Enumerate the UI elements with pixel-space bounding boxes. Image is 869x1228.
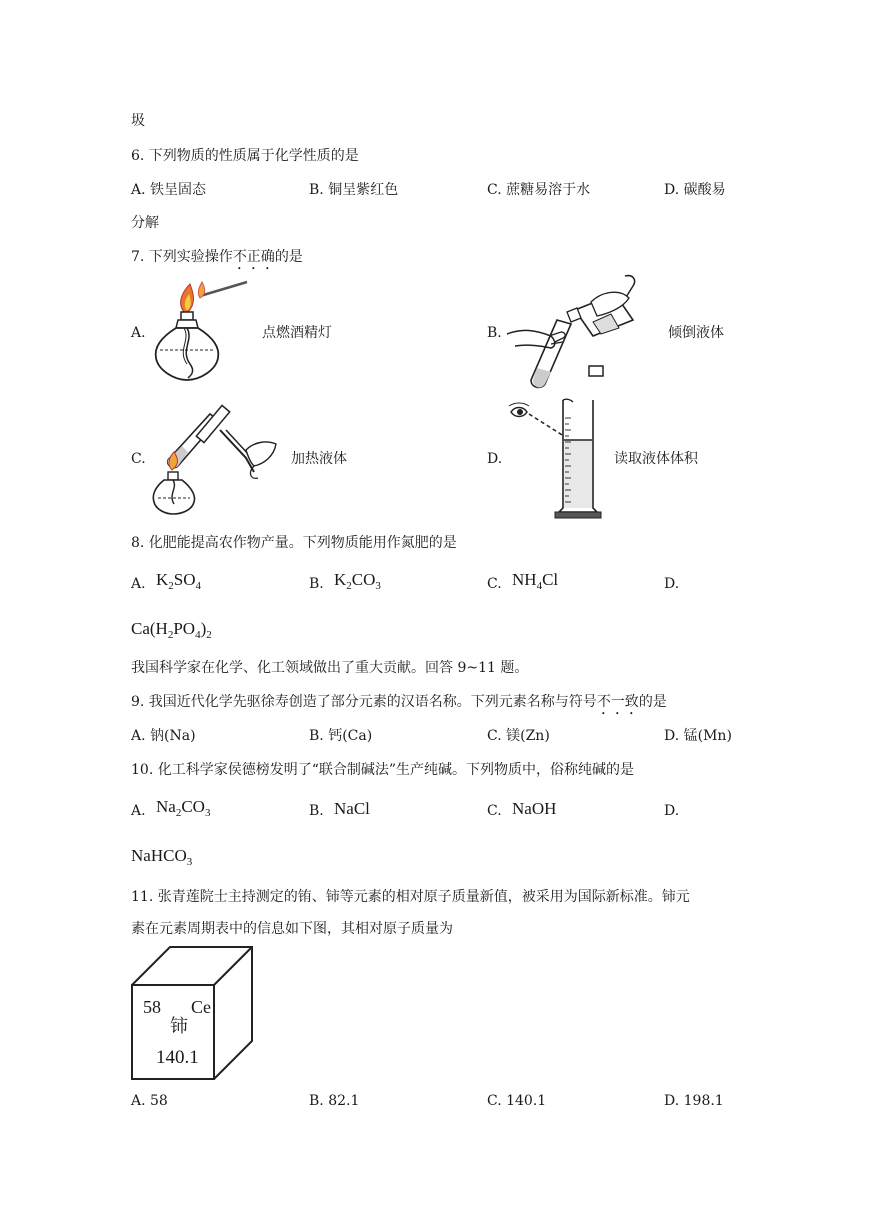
- alcohol-lamp-lighting-icon: [150, 280, 250, 385]
- q11-option-b: B. 82.1: [309, 1093, 360, 1109]
- question-7: [131, 249, 303, 273]
- q10-option-a-label: A.: [131, 803, 146, 819]
- q8-option-d-formula: $Ca(H_2PO_4)_2$: [131, 619, 212, 641]
- q8-option-d-label: D.: [664, 576, 680, 592]
- q9-text-post: 的是: [638, 694, 667, 710]
- q7-emphasis: 不正确: [232, 249, 275, 265]
- q6-option-b: B. 铜呈紫红色: [309, 182, 399, 198]
- q11-option-d: D. 198.1: [664, 1093, 724, 1109]
- q10-option-d-formula: NaHCO$_3$: [131, 846, 193, 868]
- q9-emphasis: 不一致: [596, 694, 639, 710]
- graduated-cylinder-reading-icon: [505, 398, 605, 520]
- q9-option-d: D. 锰(Mn): [664, 728, 732, 744]
- q10-option-a-formula: $Na_2CO_3$: [156, 797, 211, 819]
- question-10: 10. 化工科学家侯德榜发明了“联合制碱法”生产纯碱。下列物质中，俗称纯碱的是: [131, 762, 635, 778]
- q9-option-b: B. 钙(Ca): [309, 728, 373, 744]
- q7-d-label: D.: [487, 451, 503, 467]
- q8-option-a-formula: $K_2SO_4$: [156, 570, 202, 592]
- question-8: 8. 化肥能提高农作物产量。下列物质能用作氮肥的是: [131, 535, 457, 551]
- text-line: 圾: [131, 113, 145, 129]
- q9-option-a: A. 钠(Na): [131, 728, 196, 744]
- q11-option-c: C. 140.1: [487, 1093, 547, 1109]
- q7-c-label: C.: [131, 451, 146, 467]
- q10-option-b-label: B.: [309, 803, 324, 819]
- question-9: [131, 694, 667, 718]
- question-11-line-2: 素在元素周期表中的信息如下图，其相对原子质量为: [131, 921, 453, 937]
- q10-option-d-label: D.: [664, 803, 680, 819]
- q10-option-c-formula: NaOH: [512, 799, 557, 818]
- element-symbol: Ce: [191, 997, 211, 1017]
- q7-c-caption: 加热液体: [291, 451, 347, 467]
- q6-option-c: C. 蔗糖易溶于水: [487, 182, 591, 198]
- q7-text-post: 的是: [274, 249, 303, 265]
- q6-option-a: A. 铁呈固态: [131, 182, 207, 198]
- q8-option-a-label: A.: [131, 576, 146, 592]
- pouring-liquid-icon: [505, 272, 660, 392]
- q7-text-pre: 7. 下列实验操作: [131, 249, 233, 265]
- question-11-line-1: 11. 张青莲院士主持测定的铕、铈等元素的相对原子质量新值，被采用为国际新标准。铈元: [131, 889, 690, 905]
- q8-option-b-label: B.: [309, 576, 324, 592]
- element-atomic-mass: 140.1: [156, 1047, 199, 1068]
- q9-text-pre: 9. 我国近代化学先驱徐寿创造了部分元素的汉语名称。下列元素名称与符号: [131, 694, 597, 710]
- heating-liquid-icon: [150, 400, 280, 515]
- q7-a-label: A.: [131, 325, 146, 341]
- q6-option-d: D. 碳酸易: [664, 182, 726, 198]
- q8-option-b-formula: $K_2CO_3$: [334, 570, 381, 592]
- q10-option-c-label: C.: [487, 803, 502, 819]
- q10-option-b-formula: NaCl: [334, 799, 370, 818]
- q9-option-c: C. 镁(Zn): [487, 728, 550, 744]
- q7-d-caption: 读取液体体积: [614, 451, 698, 467]
- section-intro: 我国科学家在化学、化工领域做出了重大贡献。回答 9~11 题。: [131, 660, 529, 676]
- question-6: 6. 下列物质的性质属于化学性质的是: [131, 148, 359, 164]
- q8-option-c-label: C.: [487, 576, 502, 592]
- q6-option-d-wrap: 分解: [131, 215, 159, 231]
- q7-b-label: B.: [487, 325, 502, 341]
- element-name: 铈: [170, 1016, 188, 1037]
- q7-a-caption: 点燃酒精灯: [262, 325, 332, 341]
- q7-b-caption: 倾倒液体: [668, 325, 724, 341]
- q8-option-c-formula: $NH_4Cl$: [512, 570, 559, 592]
- q11-option-a: A. 58: [131, 1093, 168, 1109]
- element-atomic-number: 58: [143, 997, 161, 1017]
